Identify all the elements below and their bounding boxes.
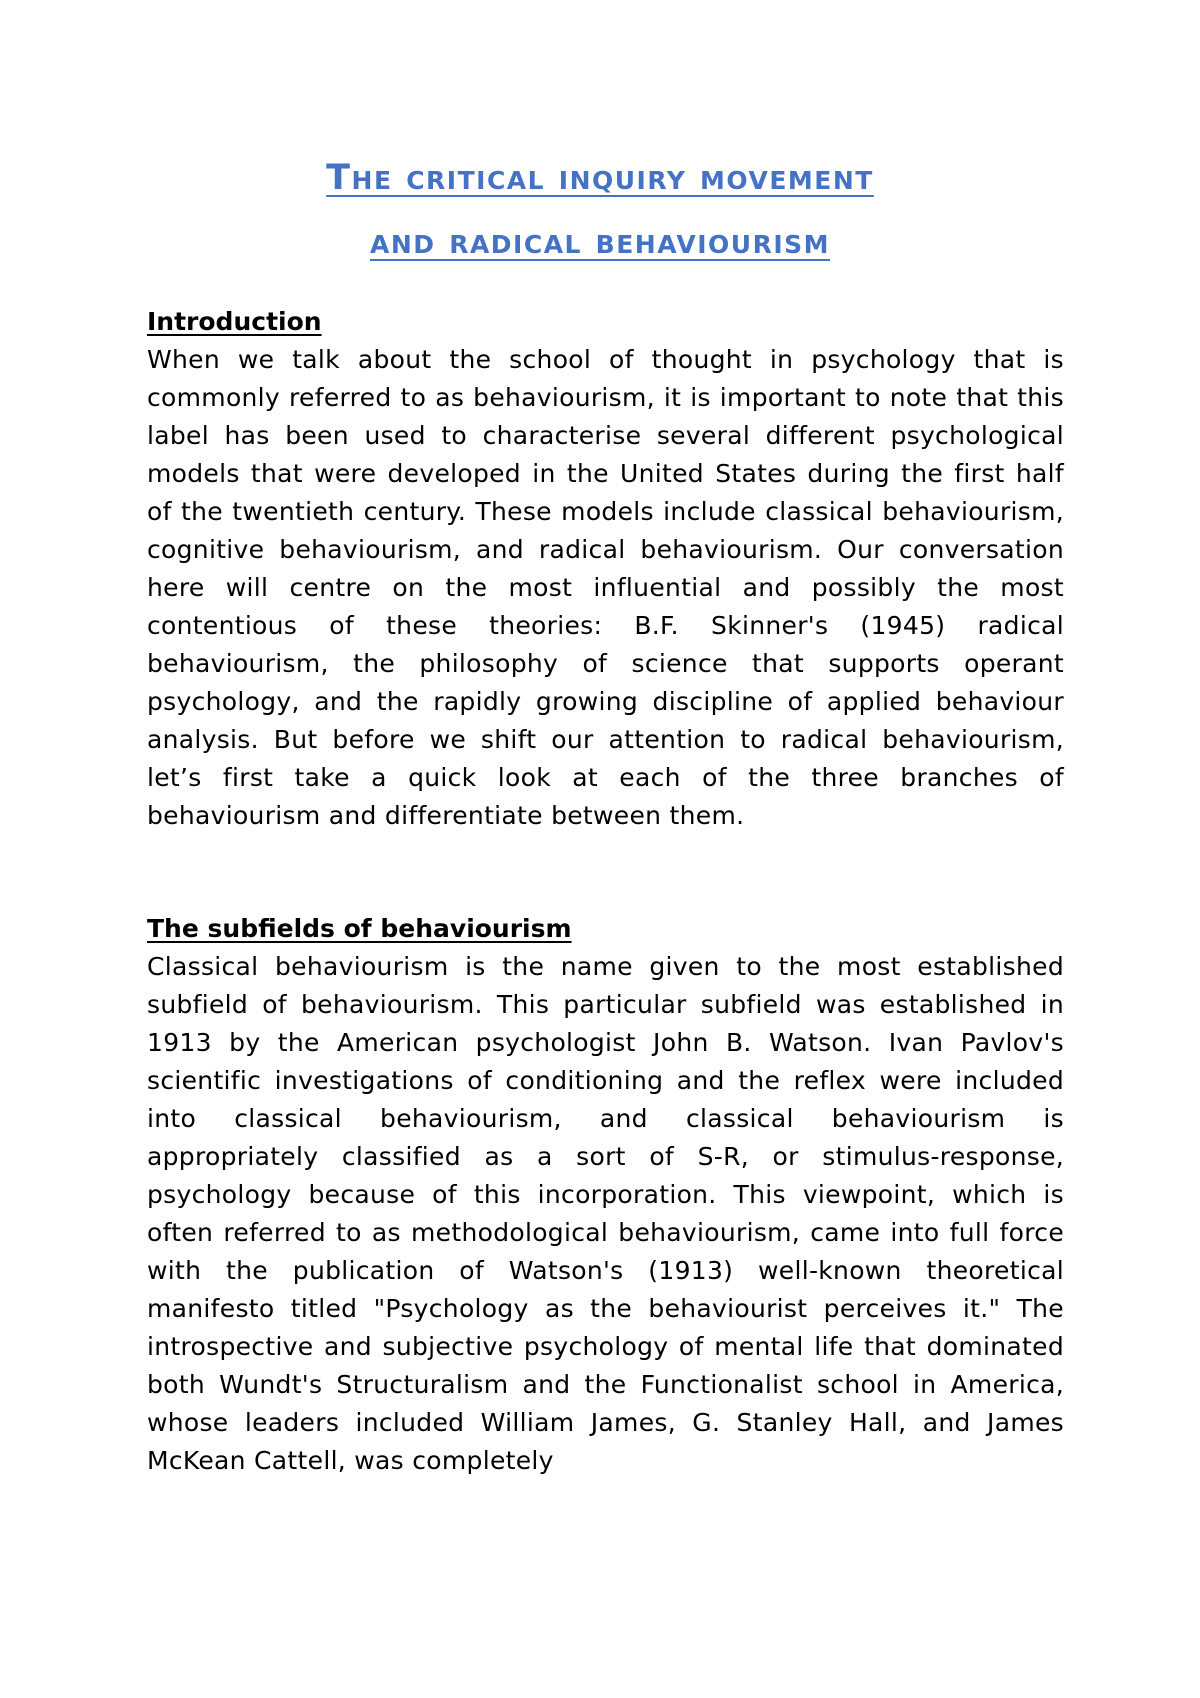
title-line-1: The critical inquiry movement [326,158,874,198]
section-heading-subfields: The subfields of behaviourism [147,914,572,943]
section-body-subfields: Classical behaviourism is the name given to the most established subfield of behaviourism. This particular subfield was established in 1913 by the American psychologist John B. Watson. Ivan Pavlov's scientific investigations of conditioning and the reflex were included into classical behaviourism, and classical behaviourism is appropriately classified as a sort of S-R, or stimulus-response, psychology because of this incorporation. This viewpoint, which is often referred to as methodological behaviourism, came into full force with the publication of Watson's (1913) well-known theoretical manifesto titled "Psychology as the behaviourist perceives it." The introspective and subjective psychology of mental life that dominated both Wundt's Structuralism and the Functionalist school in America, whose leaders included William James, G. Stanley Hall, and James McKean Cattell, was completely [147,952,1064,1475]
section-introduction [147,303,1064,835]
title-line-2: and radical behaviourism [369,222,831,262]
section-subfields [147,910,1064,1480]
section-body-introduction: When we talk about the school of thought in psychology that is commonly referred to as behaviourism, it is important to note that this label has been used to characterise several different psychological models that were developed in the United States during the first half of the twentieth century. These models include classical behaviourism, cognitive behaviourism, and radical behaviourism. Our conversation here will centre on the most influential and possibly the most contentious of these theories: B.F. Skinner's (1945) radical behaviourism, the philosophy of science that supports operant psychology, and the rapidly growing discipline of applied behaviour analysis. But before we shift our attention to radical behaviourism, let’s first take a quick look at each of the three branches of behaviourism and differentiate between them. [147,345,1064,830]
section-heading-introduction: Introduction [147,307,322,336]
document-title [100,146,1100,274]
